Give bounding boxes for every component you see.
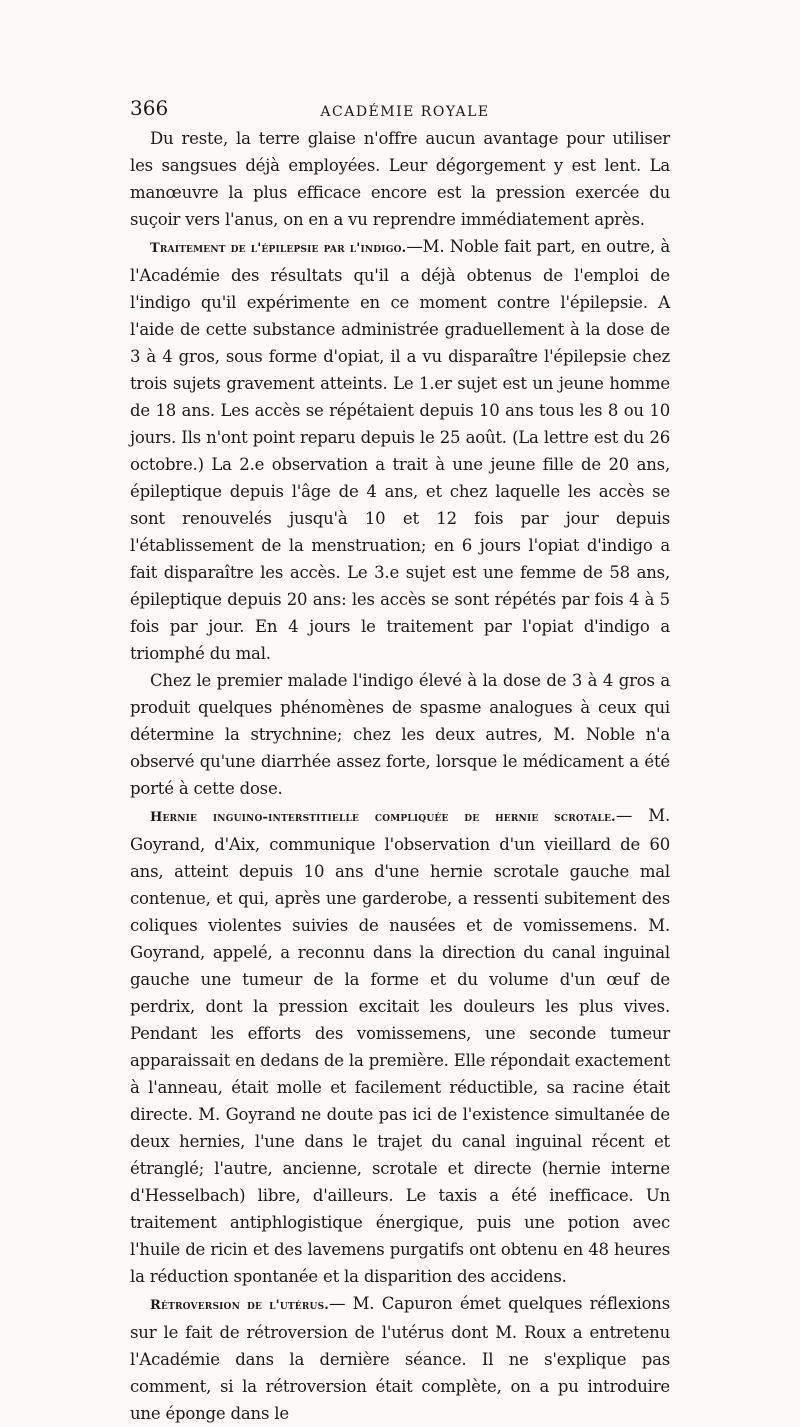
running-head: ACADÉMIE ROYALE xyxy=(320,104,490,120)
section-heading: Traitement de l'épilepsie par l'indigo. xyxy=(150,241,407,256)
book-page xyxy=(130,95,670,1427)
paragraph-retroversion xyxy=(130,1290,670,1427)
paragraph-text: —M. Noble fait part, en outre, à l'Académie des résultats qu'il a déjà obtenus de l'emploi de l'indigo qu'il expérimente en ce moment contre l'épilepsie. A l'aide de cette substance administrée graduellement à la dose de 3 à 4 gros, sous forme d'opiat, il a vu disparaître l'épilepsie chez trois sujets gravement atteints. Le 1.er sujet est un jeune homme de 18 ans. Les accès se répétaient depuis 10 ans tous les 8 ou 10 jours. Ils n'ont point reparu depuis le 25 août. (La lettre est du 26 octobre.) La 2.e observation a trait à une jeune fille de 20 ans, épileptique depuis l'âge de 4 ans, et chez laquelle les accès se sont renouvelés jusqu'à 10 et 12 fois par jour depuis l'établissement de la menstruation; en 6 jours l'opiat d'indigo a fait disparaître les accès. Le 3.e sujet est une femme de 58 ans, épileptique depuis 20 ans: les accès se sont répétés par fois 4 à 5 fois par jour. En 4 jours le traitement par l'opiat d'indigo a triomphé du mal. xyxy=(130,237,670,663)
paragraph-hernia xyxy=(130,802,670,1290)
paragraph-epilepsy-indigo xyxy=(130,233,670,667)
page-header xyxy=(130,95,670,123)
paragraph-first-patient xyxy=(130,667,670,802)
page-number: 366 xyxy=(130,96,169,120)
paragraph-leeches xyxy=(130,125,670,233)
paragraph-text: Du reste, la terre glaise n'offre aucun avantage pour utiliser les sangsues déjà employées. Leur dégorgement y est lent. La manœuvre la plus efficace encore est la pression exercée du suçoir vers l'anus, on en a vu reprendre immédiatement après. xyxy=(130,129,670,229)
paragraph-text: — M. Goyrand, d'Aix, communique l'observation d'un vieillard de 60 ans, atteint depuis 10 ans d'une hernie scrotale gauche mal contenue, et qui, après une garderobe, a ressenti subitement des coliques violentes suivies de nausées et de vomissemens. M. Goyrand, appelé, a reconnu dans la direction du canal inguinal gauche une tumeur de la forme et du volume d'un œuf de perdrix, dont la pression excitait les douleurs les plus vives. Pendant les efforts des vomissemens, une seconde tumeur apparaissait en dedans de la première. Elle répondait exactement à l'anneau, était molle et facilement réductible, sa racine était directe. M. Goyrand ne doute pas ici de l'existence simultanée de deux hernies, l'une dans le trajet du canal inguinal récent et étranglé; l'autre, ancienne, scrotale et directe (hernie interne d'Hesselbach) libre, d'ailleurs. Le taxis a été inefficace. Un traitement antiphlogistique énergique, puis une potion avec l'huile de ricin et des lavemens purgatifs ont obtenu en 48 heures la réduction spontanée et la disparition des accidens. xyxy=(130,806,670,1286)
paragraph-text: Chez le premier malade l'indigo élevé à la dose de 3 à 4 gros a produit quelques phénomènes de spasme analogues à ceux qui détermine la strychnine; chez les deux autres, M. Noble n'a observé qu'une diarrhée assez forte, lorsque le médicament a été porté à cette dose. xyxy=(130,671,670,798)
section-heading: Rétroversion de l'utérus. xyxy=(150,1298,330,1313)
section-heading: Hernie inguino-interstitielle compliquée de hernie scrotale. xyxy=(150,810,616,825)
paragraph-text: — M. Capuron émet quelques réflexions sur le fait de rétroversion de l'utérus dont M. Roux a entretenu l'Académie dans la dernière séance. Il ne s'explique pas comment, si la rétroversion était complète, on a pu introduire une éponge dans le xyxy=(130,1294,671,1423)
